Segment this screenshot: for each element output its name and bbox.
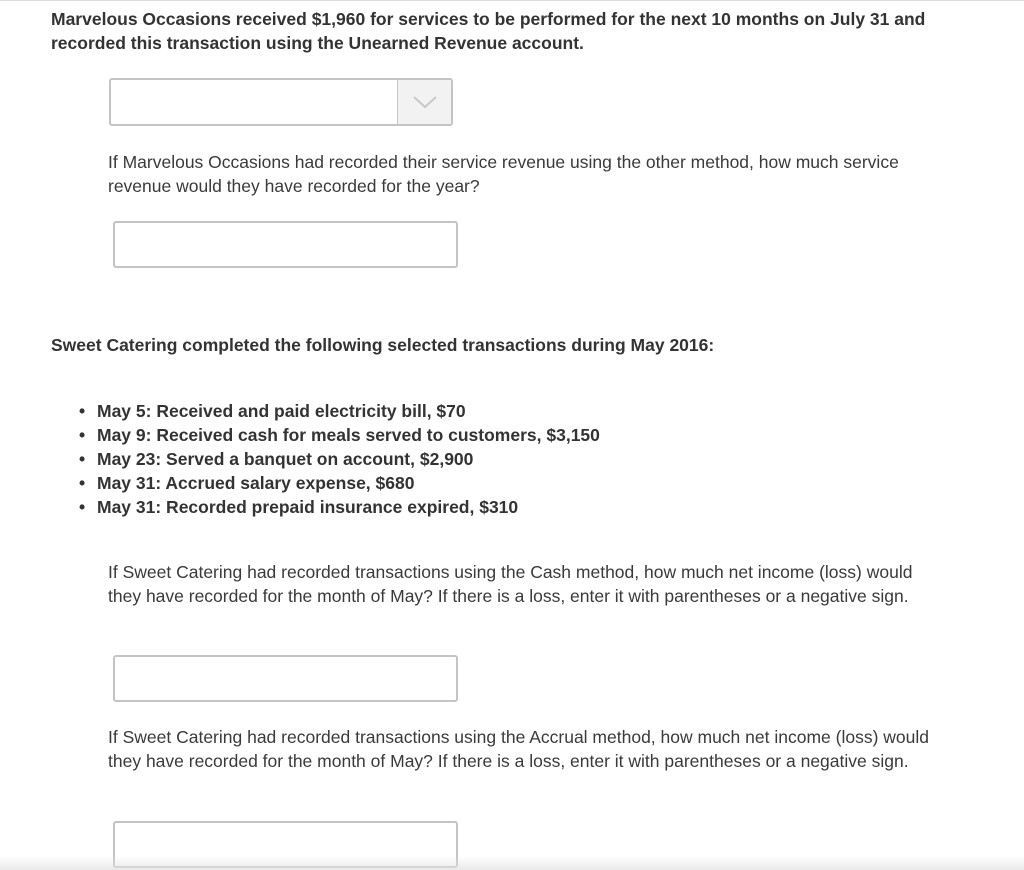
- transaction-text: May 5: Received and paid electricity bill, $70: [97, 401, 466, 421]
- question1-heading: Marvelous Occasions received $1,960 for services to be performed for the next 10 months on July 31 and recorded this transaction using the Unearned Revenue account.: [51, 9, 926, 53]
- accrual-method-prompt: If Sweet Catering had recorded transactions using the Accrual method, how much net income (loss) would they have recorded for the month of May? If there is a loss, enter it with parentheses or a negative sign.: [108, 727, 929, 771]
- list-item: [79, 495, 600, 519]
- question2-heading: Sweet Catering completed the following selected transactions during May 2016:: [51, 335, 715, 355]
- list-item: [79, 399, 600, 423]
- list-item: [79, 447, 600, 471]
- transaction-text: May 9: Received cash for meals served to customers, $3,150: [97, 425, 600, 445]
- bottom-fade: [0, 856, 1024, 870]
- transaction-text: May 31: Accrued salary expense, $680: [97, 473, 415, 493]
- transaction-text: May 31: Recorded prepaid insurance expired, $310: [97, 497, 519, 517]
- transaction-text: May 23: Served a banquet on account, $2,900: [97, 449, 474, 469]
- bullet: •: [79, 401, 86, 421]
- cash-method-prompt: If Sweet Catering had recorded transactions using the Cash method, how much net income (loss) would they have recorded for the month of May? If there is a loss, enter it with parentheses or a negative sign.: [108, 562, 913, 606]
- cash-net-income-input[interactable]: [113, 655, 458, 702]
- method-select[interactable]: [109, 78, 453, 126]
- transaction-list: [79, 399, 600, 519]
- chevron-down-icon: [412, 94, 438, 110]
- bullet: •: [79, 425, 86, 445]
- list-item: [79, 471, 600, 495]
- service-revenue-answer-input[interactable]: [113, 221, 458, 268]
- bullet: •: [79, 473, 86, 493]
- list-item: [79, 423, 600, 447]
- bullet: •: [79, 449, 86, 469]
- dropdown-toggle[interactable]: [397, 80, 451, 124]
- question1-prompt: If Marvelous Occasions had recorded their service revenue using the other method, how much service revenue would they have recorded for the year?: [108, 152, 899, 196]
- bullet: •: [79, 497, 86, 517]
